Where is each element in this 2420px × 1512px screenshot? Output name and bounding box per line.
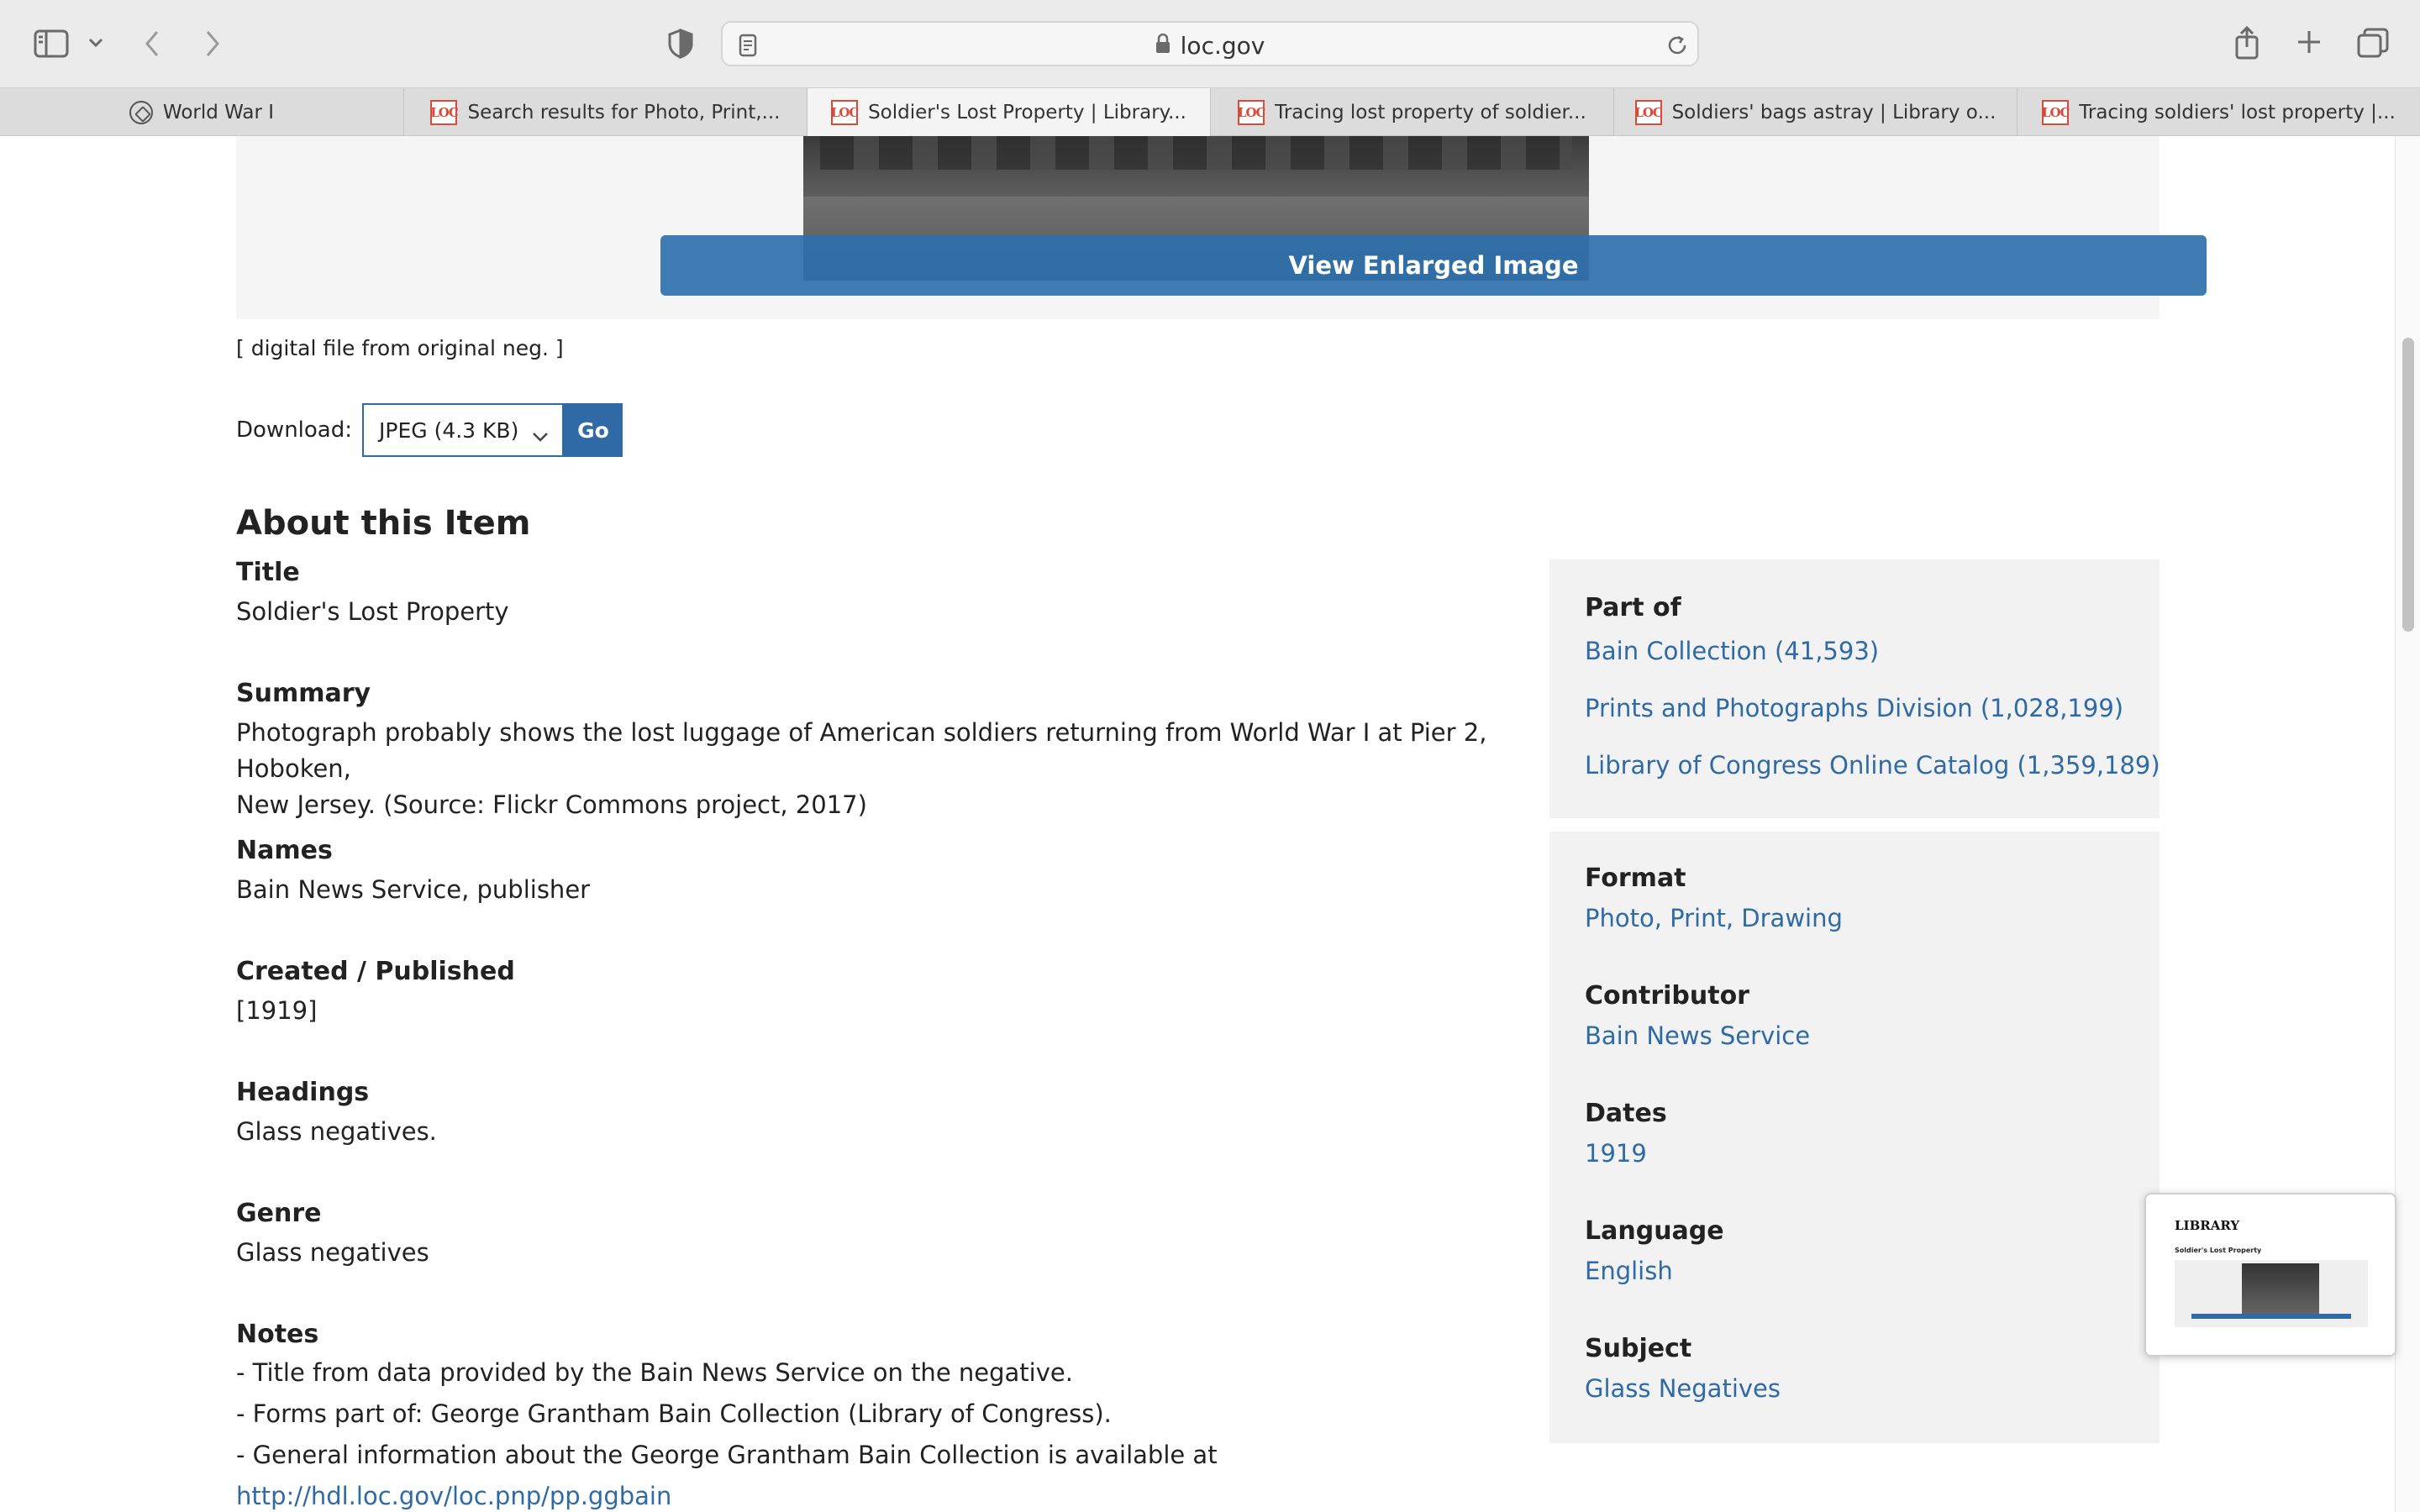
- tab-overview-icon[interactable]: [2354, 25, 2391, 60]
- tab-soldiers-lost-property[interactable]: [808, 88, 1211, 137]
- notes-link[interactable]: http://hdl.loc.gov/loc.pnp/pp.ggbain: [236, 1482, 672, 1510]
- download-label: Download:: [236, 417, 352, 443]
- compass-icon: [129, 101, 153, 124]
- about-heading: About this Item: [236, 504, 531, 543]
- field-label: Notes: [236, 1320, 319, 1349]
- part-of-link-prints[interactable]: Prints and Photographs Division (1,028,199): [1585, 694, 2124, 722]
- field-label: Names: [236, 836, 333, 865]
- loc-favicon-icon: LOC: [430, 100, 457, 125]
- summary-line: New Jersey. (Source: Flickr Commons project, 2017): [236, 790, 867, 819]
- loc-favicon-icon: LOC: [831, 100, 858, 125]
- language-label: Language: [1585, 1216, 1724, 1246]
- share-icon[interactable]: [2230, 22, 2264, 64]
- thumbnail-image-panel: [2175, 1260, 2368, 1327]
- format-link[interactable]: Photo, Print, Drawing: [1585, 904, 1843, 932]
- page-scrollbar[interactable]: [2395, 136, 2420, 1512]
- view-enlarged-image-button[interactable]: View Enlarged Image: [660, 235, 2207, 296]
- contributor-link[interactable]: Bain News Service: [1585, 1021, 1811, 1050]
- part-of-label: Part of: [1585, 593, 1681, 622]
- field-created-published: [236, 957, 1513, 1029]
- format-label: Format: [1585, 864, 1686, 893]
- notes-list: [236, 1352, 1513, 1512]
- field-notes: [236, 1320, 1513, 1512]
- thumbnail-button-bar: [2191, 1314, 2351, 1319]
- note-item: - Title from data provided by the Bain News Service on the negative.: [236, 1358, 1073, 1387]
- field-value: Glass negatives.: [236, 1117, 437, 1146]
- tab-label: Soldier's Lost Property | Library...: [868, 102, 1186, 123]
- loc-favicon-icon: LOC: [2042, 100, 2069, 125]
- tab-soldiers-bags-astray[interactable]: [1614, 88, 2018, 137]
- note-item: - Forms part of: George Grantham Bain Collection (Library of Congress).: [236, 1399, 1112, 1428]
- tab-label: Soldiers' bags astray | Library o...: [1671, 102, 1996, 123]
- field-label: Created / Published: [236, 957, 515, 986]
- reload-icon[interactable]: [1665, 33, 1689, 58]
- tab-tracing-soldiers-lost-property[interactable]: [2018, 88, 2420, 137]
- privacy-shield-icon[interactable]: [664, 25, 697, 62]
- thumbnail-logo: LIBRARY: [2175, 1218, 2240, 1233]
- tab-label: Search results for Photo, Print,...: [467, 102, 781, 123]
- field-label: Summary: [236, 679, 371, 708]
- subject-label: Subject: [1585, 1334, 1692, 1363]
- part-of-link-bain[interactable]: Bain Collection (41,593): [1585, 637, 1880, 665]
- loc-favicon-icon: LOC: [1635, 100, 1662, 125]
- field-label: Title: [236, 558, 300, 587]
- tab-label: World War I: [162, 102, 275, 123]
- chevron-down-icon[interactable]: [86, 30, 106, 55]
- facets-box: [1549, 832, 2160, 1443]
- new-tab-icon[interactable]: [2292, 25, 2326, 59]
- dates-link[interactable]: 1919: [1585, 1139, 1647, 1168]
- page-content: [0, 136, 2420, 1512]
- url-text: loc.gov: [1180, 31, 1265, 60]
- download-go-button[interactable]: Go: [564, 403, 623, 457]
- language-link[interactable]: English: [1585, 1257, 1673, 1285]
- field-value: Soldier's Lost Property: [236, 597, 509, 626]
- contributor-label: Contributor: [1585, 981, 1749, 1011]
- field-label: Headings: [236, 1078, 370, 1107]
- scrollbar-thumb[interactable]: [2402, 338, 2414, 632]
- lock-icon: [1155, 32, 1171, 60]
- dates-label: Dates: [1585, 1099, 1667, 1128]
- tab-label: Tracing soldiers' lost property |...: [2079, 102, 2396, 123]
- tab-world-war-i[interactable]: [0, 88, 404, 137]
- field-value: [236, 715, 1513, 823]
- download-format-value: JPEG (4.3 KB): [379, 417, 519, 443]
- tab-search-results[interactable]: [404, 88, 808, 137]
- part-of-link-catalog[interactable]: Library of Congress Online Catalog (1,359,189): [1585, 751, 2160, 780]
- tab-strip: [0, 87, 2420, 136]
- field-value: Bain News Service, publisher: [236, 875, 591, 904]
- tab-label: Tracing lost property of soldier...: [1275, 102, 1586, 123]
- part-of-box: [1549, 559, 2160, 818]
- image-viewer: [236, 136, 2160, 319]
- tab-tracing-lost-property[interactable]: [1211, 88, 1614, 137]
- field-value: Glass negatives: [236, 1238, 429, 1267]
- page-thumbnail-preview[interactable]: [2144, 1193, 2396, 1357]
- field-names: [236, 836, 1513, 908]
- address-bar[interactable]: [721, 21, 1699, 66]
- sidebar-toggle-icon[interactable]: [32, 27, 71, 60]
- photo-luggage-detail: [820, 136, 1572, 170]
- field-genre: [236, 1199, 1513, 1271]
- field-label: Genre: [236, 1199, 322, 1228]
- field-headings: [236, 1078, 1513, 1150]
- field-title: [236, 558, 1513, 630]
- field-summary: [236, 679, 1513, 823]
- chevron-down-icon: [532, 423, 549, 448]
- field-value: [1919]: [236, 996, 318, 1025]
- loc-favicon-icon: LOC: [1238, 100, 1265, 125]
- download-row: [236, 403, 623, 457]
- thumbnail-title: Soldier's Lost Property: [2175, 1247, 2262, 1254]
- forward-icon[interactable]: [200, 25, 225, 62]
- url-display: [723, 23, 1697, 68]
- browser-toolbar: [0, 0, 2420, 87]
- note-item: - General information about the George Grantham Bain Collection is available at: [236, 1441, 1218, 1469]
- image-caption: [ digital file from original neg. ]: [236, 336, 564, 360]
- summary-line: Photograph probably shows the lost luggage of American soldiers returning from World War I at Pier 2, Hoboken,: [236, 718, 1487, 783]
- download-format-select[interactable]: [362, 403, 564, 457]
- subject-link[interactable]: Glass Negatives: [1585, 1374, 1781, 1403]
- thumbnail-photo: [2242, 1263, 2319, 1315]
- back-icon[interactable]: [139, 25, 165, 62]
